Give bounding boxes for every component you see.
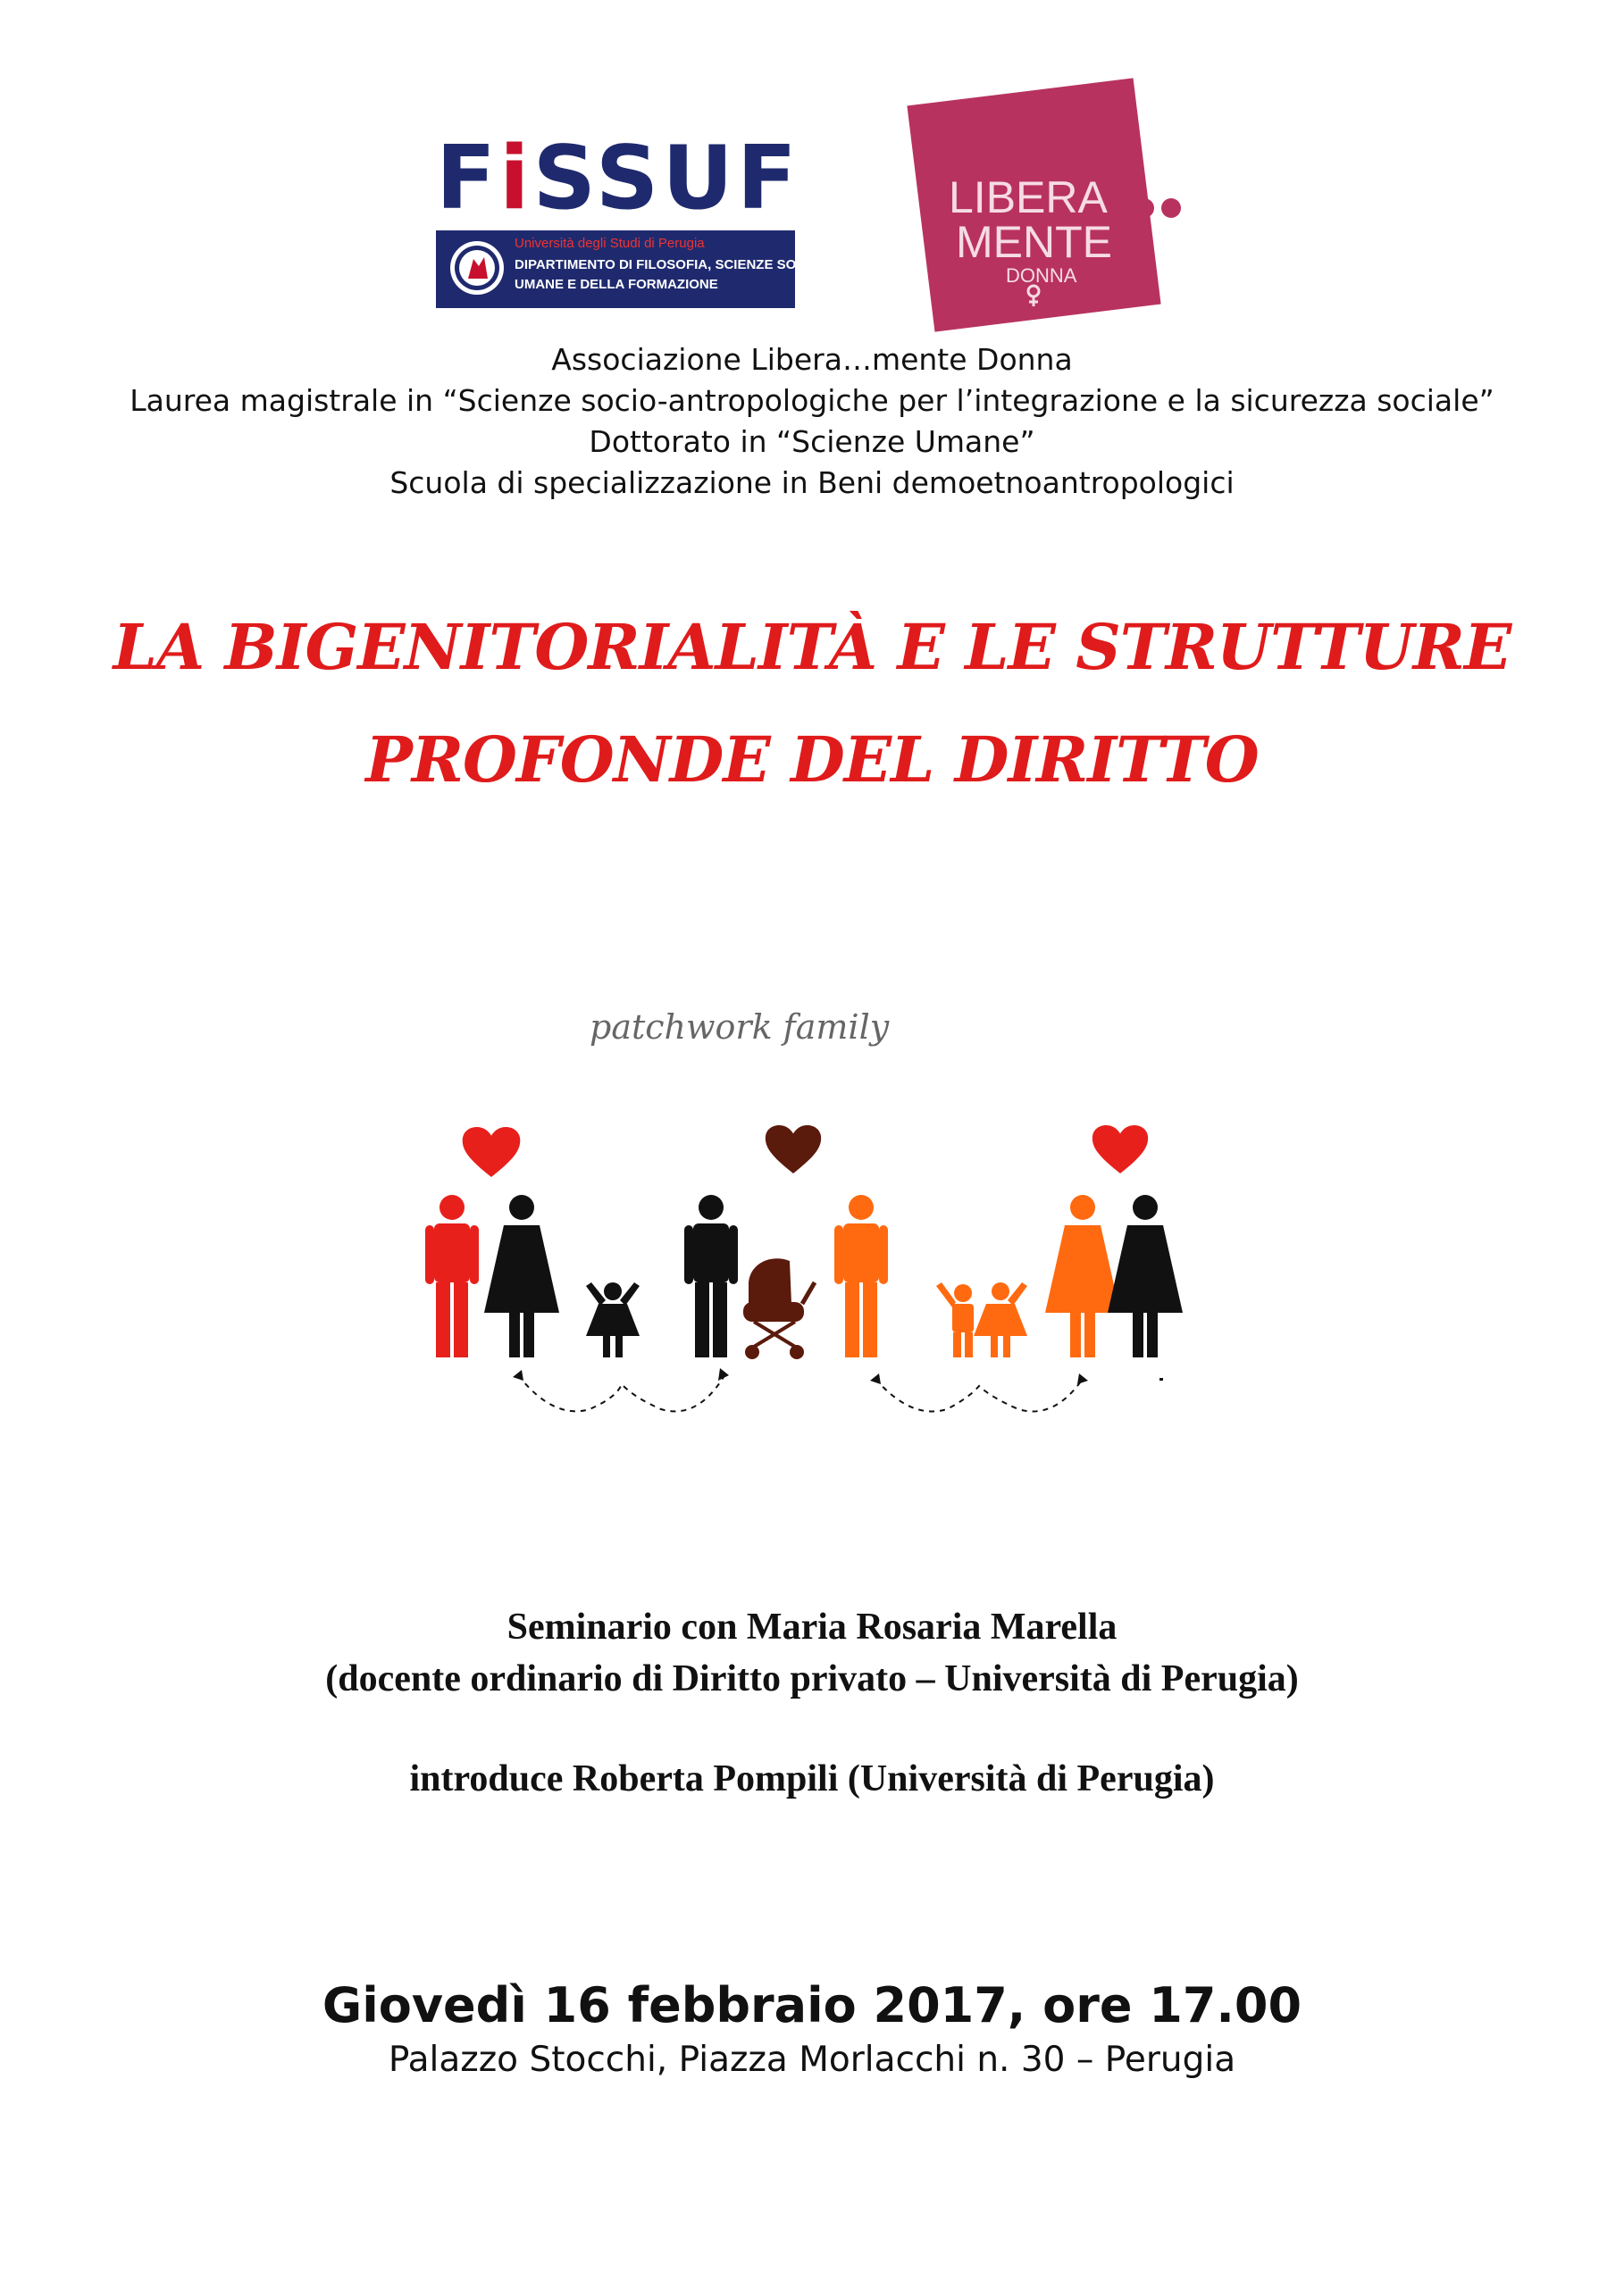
woman-icon <box>484 1195 559 1357</box>
degree-program: Laurea magistrale in “Scienze socio-antropologiche per l’integrazione e la sicurezza sociale” <box>130 383 1494 418</box>
university-seal-icon <box>448 239 506 296</box>
woman-icon <box>1045 1195 1120 1357</box>
event-venue: Palazzo Stocchi, Piazza Morlacchi n. 30 – Perugia <box>388 2040 1236 2080</box>
introducer: introduce Roberta Pompili (Università di Perugia) <box>409 1758 1215 1799</box>
department-name-line1: DIPARTIMENTO DI FILOSOFIA, SCIENZE SOCIALI, <box>515 257 835 272</box>
association-name: Associazione Libera…mente Donna <box>551 342 1073 377</box>
stroller-icon <box>743 1258 815 1359</box>
ellipsis-dots-icon <box>1134 198 1188 221</box>
doctorate-program: Dottorato in “Scienze Umane” <box>589 424 1035 459</box>
fissuf-logo <box>436 128 835 308</box>
liberamente-logo-line1: LIBERA <box>949 172 1108 222</box>
specialization-school: Scuola di specializzazione in Beni demoetnoantropologici <box>389 465 1235 500</box>
liberamente-logo-line3: DONNA <box>1006 264 1077 287</box>
man-icon <box>834 1195 888 1357</box>
man-icon <box>684 1195 738 1357</box>
man-icon <box>425 1195 479 1357</box>
event-title-line1: LA BIGENITORIALITÀ E LE STRUTTURE <box>113 610 1511 684</box>
boy-icon <box>936 1282 974 1357</box>
department-name-line2: UMANE E DELLA FORMAZIONE <box>515 277 718 292</box>
seminar-speaker: Seminario con Maria Rosaria Marella <box>506 1607 1118 1648</box>
fissuf-wordmark: FiSSUF <box>436 128 800 230</box>
event-title-line2: PROFONDE DEL DIRITTO <box>365 722 1259 797</box>
liberamente-logo-line2: MENTE <box>956 217 1112 267</box>
girl-icon <box>974 1282 1027 1357</box>
heart-icon <box>463 1127 521 1177</box>
university-name: Università degli Studi di Perugia <box>515 236 705 251</box>
patchwork-family-illustration <box>411 1125 1197 1429</box>
fissuf-department-band <box>436 230 835 308</box>
girl-icon <box>586 1282 640 1357</box>
heart-icon <box>766 1125 821 1173</box>
dashed-arrow-icon <box>518 1375 1083 1411</box>
heart-icon <box>1092 1125 1148 1173</box>
illustration-caption: patchwork family <box>590 1007 890 1047</box>
liberamente-donna-logo <box>909 82 1213 332</box>
event-date-time: Giovedì 16 febbraio 2017, ore 17.00 <box>322 1977 1302 2033</box>
female-symbol-icon <box>1025 284 1042 307</box>
woman-icon <box>1108 1195 1183 1357</box>
speaker-affiliation: (docente ordinario di Diritto privato – Università di Perugia) <box>325 1658 1299 1699</box>
